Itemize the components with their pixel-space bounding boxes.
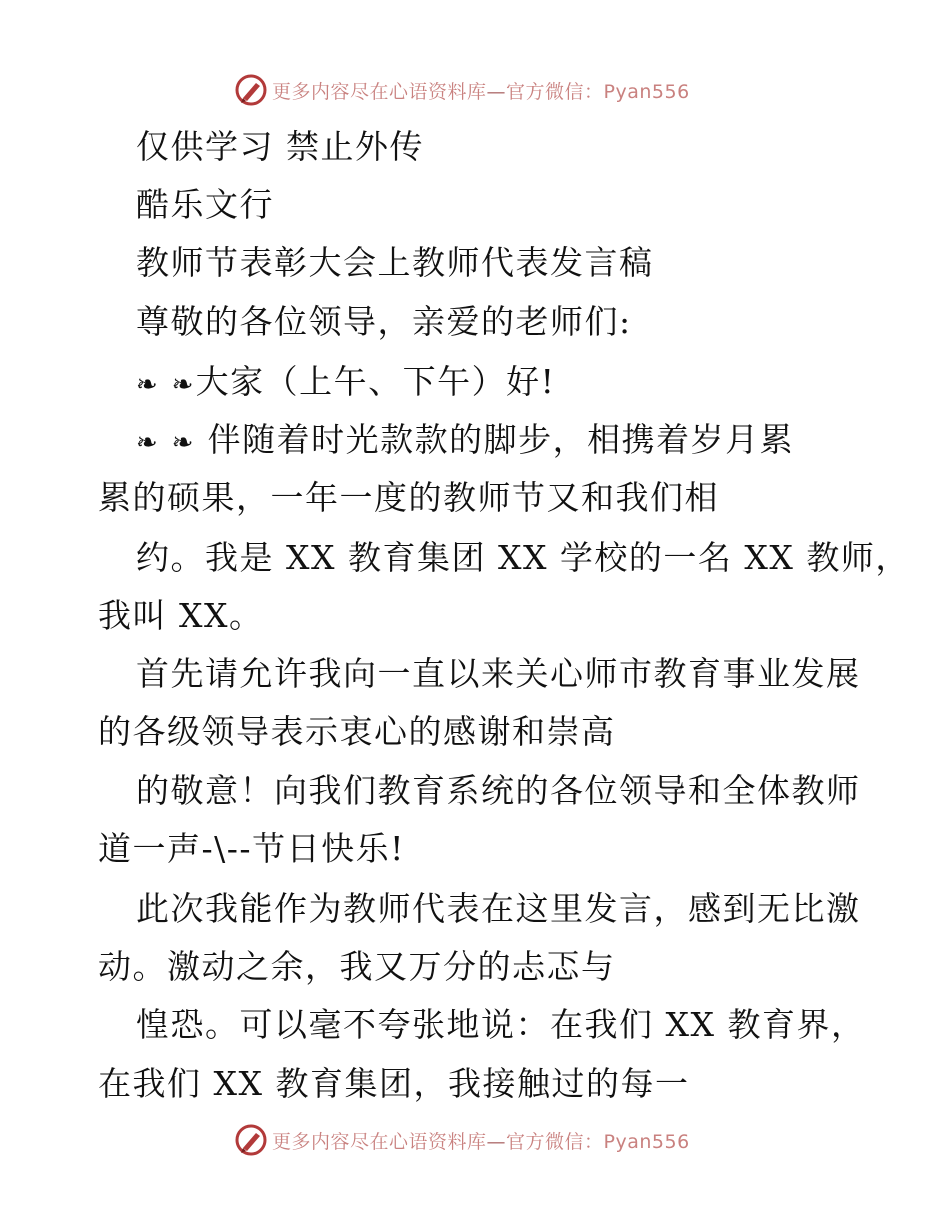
doc-para-1-line-2: 累的硕果，一年一度的教师节又和我们相	[98, 478, 719, 517]
doc-line-2: 酷乐文行	[136, 185, 274, 224]
doc-para-3-line-3: 惶恐。可以毫不夸张地说：在我们 XX 教育界，	[136, 1005, 866, 1044]
doc-line-1: 仅供学习 禁止外传	[136, 127, 424, 166]
doc-para-2-line-2: 的各级领导表示衷心的感谢和崇高	[98, 712, 616, 751]
doc-greeting: 大家（上午、下午）好!	[195, 362, 556, 401]
doc-para-1-line-3: 约。我是 XX 教育集团 XX 学校的一名 XX 教师，	[136, 538, 910, 577]
floral-ornament-icon: ❧	[136, 370, 158, 400]
doc-para-2-line-1: 首先请允许我向一直以来关心师市教育事业发展	[136, 654, 861, 693]
footer-watermark	[234, 1122, 690, 1158]
doc-salutation: 尊敬的各位领导，亲爱的老师们:	[136, 302, 632, 341]
watermark-text: 更多内容尽在心语资料库—官方微信：Pyan556	[272, 1130, 690, 1153]
doc-title: 教师节表彰大会上教师代表发言稿	[136, 243, 654, 282]
doc-para-1-line-4: 我叫 XX。	[98, 596, 264, 635]
doc-para-2-line-3: 的敬意！向我们教育系统的各位领导和全体教师	[136, 771, 861, 810]
header-watermark	[234, 72, 690, 108]
doc-para-1-line-1	[136, 420, 794, 463]
doc-para-2-line-4: 道一声-\--节日快乐!	[98, 829, 405, 868]
doc-para-3-line-1: 此次我能作为教师代表在这里发言，感到无比激	[136, 889, 861, 928]
watermark-text: 更多内容尽在心语资料库—官方微信：Pyan556	[272, 80, 690, 103]
doc-para-3-line-2: 动。激动之余，我又万分的忐忑与	[98, 947, 616, 986]
floral-ornament-icon: ❧	[171, 428, 194, 458]
doc-para-3-line-4: 在我们 XX 教育集团，我接触过的每一	[98, 1064, 690, 1103]
pen-circle-logo-icon	[234, 73, 268, 107]
floral-ornament-icon: ❧	[171, 370, 194, 400]
doc-greeting-line	[136, 362, 555, 405]
pen-circle-logo-icon	[234, 1123, 268, 1157]
doc-para-1-text: 伴随着时光款款的脚步，相携着岁月累	[207, 420, 795, 459]
floral-ornament-icon: ❧	[136, 428, 158, 458]
